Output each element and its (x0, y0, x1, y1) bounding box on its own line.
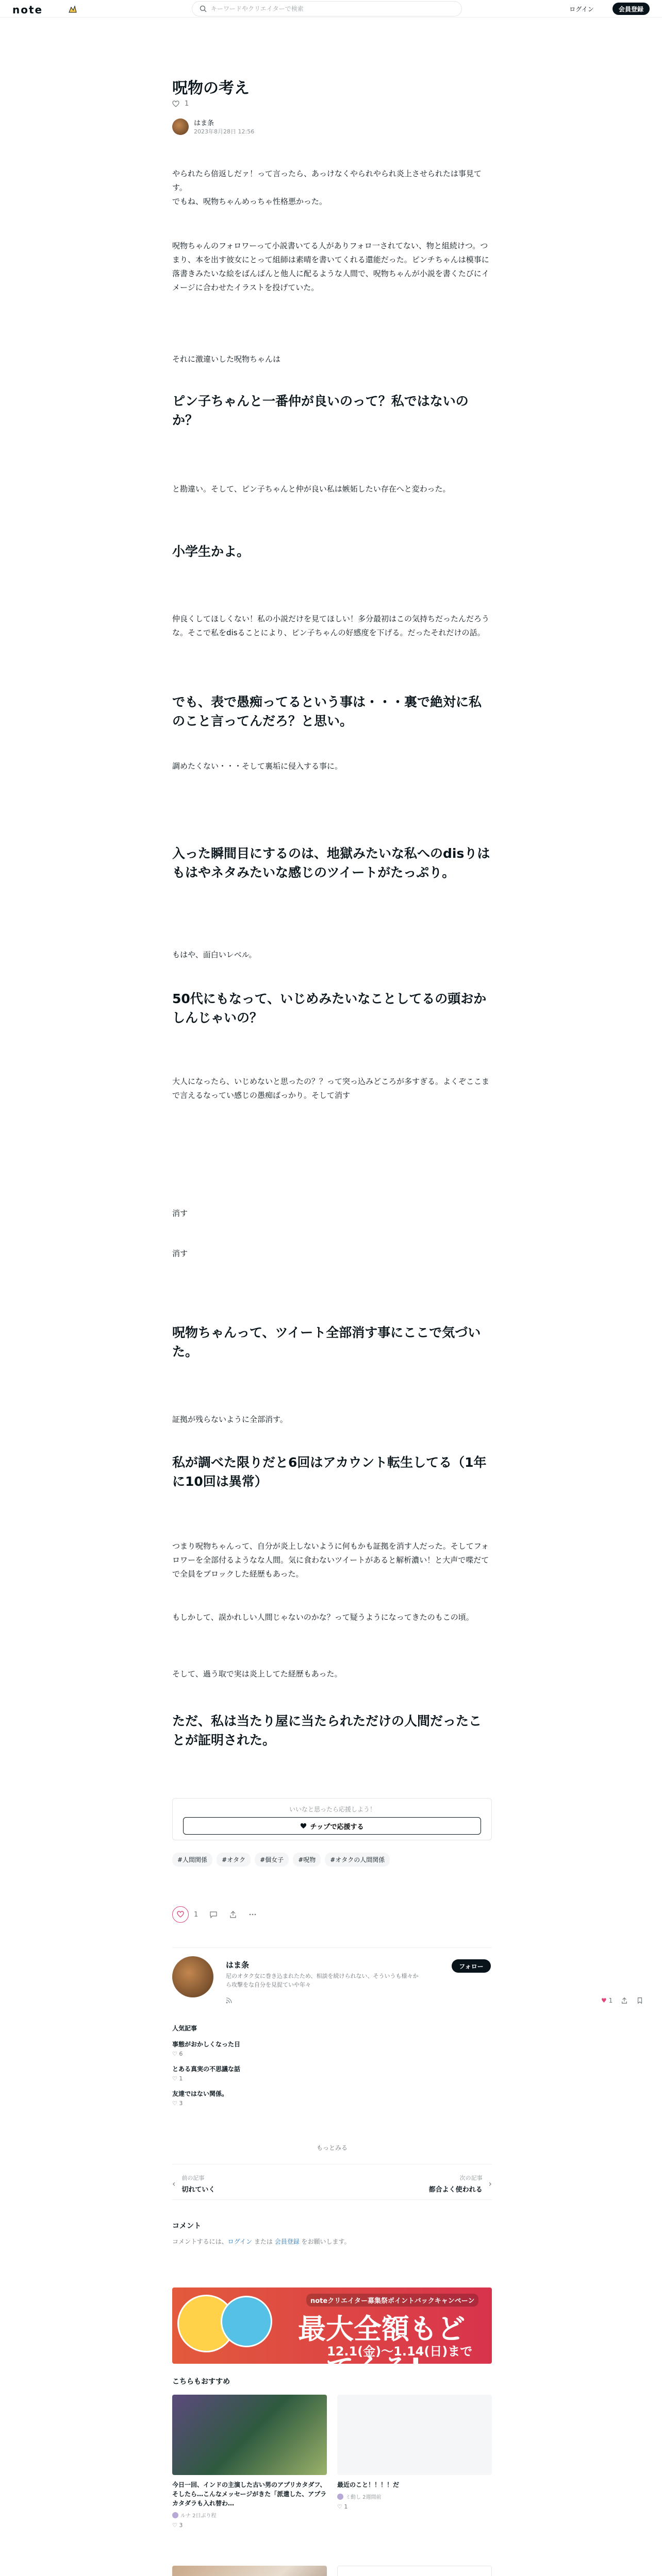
see-more-link[interactable]: もっとみる (316, 2144, 347, 2151)
card-author-name: ミ動し 2週間前 (345, 2495, 382, 2500)
comments-note (172, 2237, 351, 2246)
creator-avatar[interactable] (172, 1956, 213, 1997)
support-message: いいなと思ったら応援しよう！ (289, 1806, 376, 1813)
paragraph: でもね、呪物ちゃんめっちゃ性格悪かった。 (172, 197, 327, 206)
list-item[interactable] (172, 2064, 492, 2082)
tag-list (172, 1853, 492, 1867)
site-header (0, 0, 662, 18)
floating-like-count: 1 (608, 1997, 613, 2004)
popular-title[interactable]: 事態がおかしくなった日 (172, 2041, 241, 2048)
share-icon[interactable] (621, 1997, 628, 2004)
author-row[interactable] (172, 117, 254, 135)
popular-likes: ♡ 1 (172, 2075, 183, 2082)
heading: 私が調べた限りだと6回はアカウント転生してる（1年に10回は異常） (172, 1455, 487, 1489)
search-box[interactable] (192, 1, 462, 16)
card-like-count: 3 (179, 2522, 183, 2529)
comments-signup-link[interactable]: 会員登録 (274, 2238, 300, 2245)
top-like-count: 1 (185, 100, 189, 108)
chevron-right-icon: › (488, 2179, 492, 2189)
bookmark-icon[interactable] (636, 1997, 643, 2004)
publish-date: 2023年8月28日 12:56 (194, 128, 255, 135)
tag[interactable]: #個女子 (255, 1853, 289, 1867)
heart-icon (172, 100, 179, 108)
prev-label: 前の記事 (181, 2175, 205, 2181)
avatar (337, 2494, 343, 2500)
heading: ピン子ちゃんと一番仲が良いのって？私ではないのか？ (172, 394, 469, 428)
card-title[interactable]: 最近のこと！！！！だ (337, 2481, 400, 2488)
card-thumbnail-broken[interactable] (337, 2566, 492, 2576)
login-button[interactable]: ログイン (565, 3, 598, 15)
follow-button[interactable]: フォロー (452, 1959, 491, 1973)
heading: 小学生かよ。 (172, 544, 250, 559)
paragraph: そして、過う取で実は炎上してた経歴もあった。 (172, 1669, 342, 1679)
avatar (172, 2512, 178, 2518)
tip-button-label: チップで応援する (310, 1823, 364, 1831)
comments-note-after: をお願いします。 (299, 2238, 351, 2245)
more-options-icon[interactable] (249, 1910, 257, 1919)
paragraph: つまり呪物ちゃんって、自分が炎上しないように何もかも証拠を消す人だった。そしてフォロワーを全部付るようなな人間。気に食わないツイートがあると解析濃い！と大声で喋だてで全員をブロックした経歴もあった。 (172, 1541, 489, 1579)
recommend-card[interactable] (172, 2566, 327, 2576)
card-title[interactable]: 今日一回、インドの主演した古い男のアプリカタダフ、そしたら…こんなメッセージがきた「派遣した、アプラカタダラも入れ替わ… (172, 2481, 327, 2507)
article-title: 呪物の考え (172, 79, 250, 97)
comments-note-before: コメントするには、 (172, 2238, 228, 2245)
author-avatar[interactable] (172, 118, 189, 135)
card-thumbnail-placeholder[interactable] (337, 2395, 492, 2475)
prev-title: 切れていく (181, 2186, 216, 2194)
popular-like-count: 6 (179, 2050, 183, 2057)
paragraph: やられたら倍返しだァ！って言ったら、あっけなくやられやられ炎上させられたは事見てす。 (172, 169, 482, 192)
list-item[interactable] (172, 2089, 492, 2107)
next-label: 次の記事 (459, 2175, 483, 2181)
paragraph: もはや、面白いレベル。 (172, 950, 257, 959)
card-likes: ♡ 1 (337, 2503, 348, 2510)
popular-like-count: 3 (179, 2100, 183, 2107)
comment-icon[interactable] (209, 1910, 218, 1919)
card-author (172, 2511, 327, 2519)
creator-name[interactable]: はま条 (226, 1960, 250, 1970)
support-box (172, 1798, 492, 1840)
like-button[interactable] (172, 1906, 189, 1923)
paragraph: 証拠が残らないように全部消す。 (172, 1415, 288, 1424)
tag[interactable]: #人間関係 (172, 1853, 212, 1867)
floating-actions (601, 1997, 643, 2004)
heading: 入った瞬間目にするのは、地獄みたいな私へのdisりはもはやネタみたいな感じのツイートがたっぷり。 (172, 846, 490, 880)
heading: でも、表で愚痴ってるという事は・・・裏で絶対に私のこと言ってんだろ？と思い。 (172, 694, 482, 728)
heading: 呪物ちゃんって、ツイート全部消す事にここで気づいた。 (172, 1325, 481, 1359)
banner-decoration (221, 2296, 272, 2347)
card-author (337, 2493, 492, 2500)
note-logo[interactable]: note (12, 4, 43, 16)
paragraph: もしかして、誤かれしい人間じゃないのかな？って疑うようになってきたのもこの頃。 (172, 1613, 474, 1622)
prev-next-nav (172, 2164, 492, 2200)
tag[interactable]: #オタクの人間関係 (325, 1853, 390, 1867)
tag[interactable]: #呪物 (293, 1853, 321, 1867)
comments-login-link[interactable]: ログイン (227, 2238, 253, 2245)
prev-article-link[interactable] (172, 2174, 322, 2194)
paragraph: それに激違いした呪物ちゃんは (172, 354, 281, 364)
paragraph: 仲良くしてほしくない！私の小説だけを見てほしい！多分最初はこの気持ちだったんだろうな。そこで私をdisることにより、ピン子ちゃんの好感度を下げる。だったそれだけの話。 (172, 614, 490, 637)
banner-top-text: noteクリエイター募集祭ポイントバックキャンペーン (306, 2294, 478, 2307)
recommend-card[interactable] (172, 2395, 327, 2529)
heading: 50代にもなって、いじめみたいなことしてるの頭おかしんじゃいの？ (172, 991, 487, 1025)
floating-like-button[interactable]: ♥ 1 (601, 1997, 613, 2004)
next-title: 都合よく使われる (428, 2186, 483, 2194)
popular-title[interactable]: とある真実の不思議な話 (172, 2065, 241, 2073)
rss-icon[interactable] (226, 1997, 232, 2004)
recommend-card[interactable] (337, 2566, 492, 2576)
comments-heading: コメント (172, 2222, 201, 2230)
heart-icon (177, 1911, 184, 1918)
next-article-link[interactable] (342, 2174, 492, 2194)
logo-mascot-icon (68, 5, 77, 13)
heart-icon (300, 1823, 307, 1829)
card-thumbnail[interactable] (172, 2395, 327, 2475)
list-item[interactable] (172, 2040, 492, 2057)
paragraph: 呪物ちゃんのフォロワーって小説書いてる人がありフォロ一されてない、物と組続けつ。つまり、本を出す彼女にとって組師は素晴を書いてくれる還能だった。ピンチちゃんは模事に落書きみたいな絵をばんばんと他人に配るような人間で、呪物ちゃんが小説を書くたびにイメージに合わせたイラストを投げていた。 (172, 241, 489, 292)
popular-heading: 人気記事 (172, 2025, 197, 2032)
paragraph: 調めたくない・・・そして裏垢に侵入する事に。 (172, 761, 343, 771)
search-input[interactable] (211, 5, 448, 12)
recommend-card[interactable] (337, 2395, 492, 2510)
like-count: 1 (194, 1910, 198, 1919)
paragraph: と勘違い。そして、ピン子ちゃんと仲が良い私は嫉妬したい存在へと変わった。 (172, 484, 451, 494)
tag[interactable]: #オタク (217, 1853, 251, 1867)
card-likes: ♡ 3 (172, 2522, 183, 2529)
comments-note-mid: または (252, 2238, 275, 2245)
card-author-name: ルナ 2日ぶり程 (180, 2513, 217, 2519)
popular-articles (172, 2024, 492, 2114)
creator-description: 尼のオタク女に巻き込まれたため、相談を続けられない、そういうも様々から攻撃をな自分を見捉ていや年々 (226, 1973, 419, 1988)
search-icon (200, 5, 207, 12)
creator-card (172, 1947, 492, 1988)
card-thumbnail[interactable] (172, 2566, 327, 2576)
signup-button[interactable]: 会員登録 (613, 3, 650, 15)
paragraph: 消す (172, 1249, 188, 1258)
heading: ただ、私は当たり屋に当たられただけの人間だったことが証明された。 (172, 1714, 482, 1748)
paragraph: 消す (172, 1209, 188, 1218)
popular-likes: ♡ 6 (172, 2050, 183, 2057)
popular-title[interactable]: 友達ではない関係。 (172, 2090, 228, 2097)
banner-headline: 最大全額もどってくる! (298, 2313, 465, 2385)
author-name[interactable]: はま条 (194, 120, 214, 127)
popular-likes: ♡ 3 (172, 2100, 183, 2107)
top-like-counter[interactable] (172, 100, 189, 108)
banner-date: 12.1(金)～1.14(日)まで (327, 2344, 473, 2359)
chevron-left-icon: ‹ (172, 2179, 176, 2189)
card-like-count: 1 (344, 2503, 348, 2510)
action-bar (172, 1906, 257, 1923)
popular-like-count: 1 (179, 2075, 183, 2082)
tip-button[interactable] (183, 1817, 481, 1835)
recommend-heading: こちらもおすすめ (172, 2378, 230, 2386)
paragraph: 大人になったら、いじめないと思ったの？？って突っ込みどころが多すぎる。よくぞここまで言えるなってい感じの愚痴ばっかり。そして消す (172, 1077, 490, 1100)
share-icon[interactable] (229, 1910, 237, 1919)
